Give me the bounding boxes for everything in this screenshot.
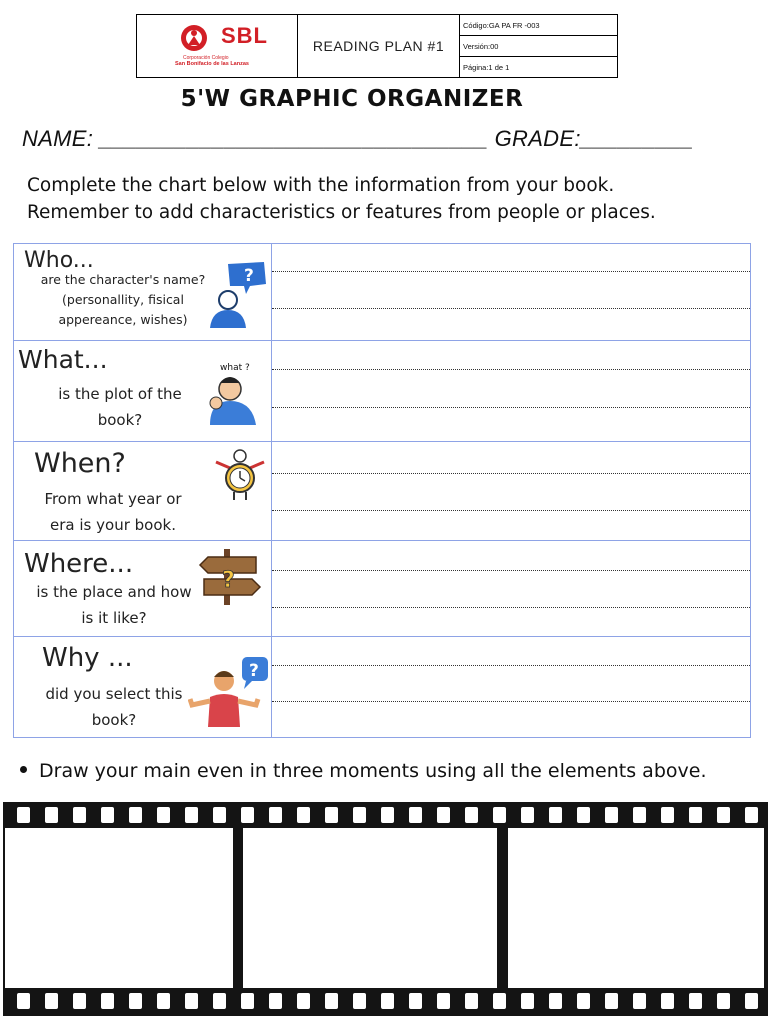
clock-character-icon (210, 446, 270, 508)
table-row-why (14, 637, 751, 738)
name-grade-field[interactable]: NAME: _______________________________ GRADE:_________ (22, 126, 694, 151)
who-question (34, 270, 212, 330)
question-line: is the plot of the (58, 385, 182, 403)
reading-plan-label: READING PLAN #1 (298, 15, 460, 77)
who-answer-cell[interactable] (272, 244, 751, 341)
question-line: era is your book. (50, 516, 176, 534)
where-label-cell (14, 541, 272, 637)
logo-school-name: San Bonifacio de las Lanzas (175, 61, 249, 67)
person-question-icon (206, 260, 270, 330)
logo-emblem-icon (179, 23, 209, 53)
document-page: Página:1 de 1 (463, 62, 510, 72)
instructions (27, 172, 656, 226)
instruction-line: Complete the chart below with the information from your book. (27, 175, 615, 196)
thinking-person-icon (198, 359, 268, 429)
where-heading: Where... (24, 549, 134, 579)
film-frame-1[interactable] (5, 828, 233, 988)
logo-subtitle: Corporación Colegio (183, 55, 229, 61)
what-question (48, 381, 192, 433)
what-label-cell (14, 341, 272, 442)
when-heading: When? (34, 448, 126, 479)
why-heading: Why ... (42, 643, 133, 673)
table-row-what (14, 341, 751, 442)
table-row-who (14, 244, 751, 341)
question-line: appereance, wishes) (58, 312, 188, 327)
signpost-question-icon (198, 547, 262, 607)
drawing-instruction (20, 760, 706, 782)
organizer-table (13, 243, 751, 738)
shrugging-person-icon (188, 655, 272, 731)
when-question (28, 486, 198, 538)
bullet-icon (20, 766, 27, 773)
question-line: is it like? (81, 609, 147, 627)
school-logo (137, 15, 298, 77)
icon-caption: what ? (220, 363, 250, 373)
who-label-cell (14, 244, 272, 341)
when-label-cell (14, 442, 272, 541)
drawing-instruction-text: Draw your main even in three moments using all the elements above. (39, 760, 707, 782)
question-line: From what year or (44, 490, 182, 508)
table-row-where (14, 541, 751, 637)
svg-text:?: ? (244, 266, 254, 286)
document-code: Código:GA PA FR -003 (460, 15, 617, 36)
question-line: did you select this (45, 685, 183, 703)
svg-text:?: ? (249, 661, 259, 681)
document-version: Versión:00 (460, 36, 617, 57)
logo-text: SBL (221, 23, 268, 48)
document-header (136, 14, 618, 78)
question-line: book? (97, 411, 143, 429)
what-answer-cell[interactable] (272, 341, 751, 442)
where-question (24, 579, 204, 631)
film-frame-3[interactable] (508, 828, 764, 988)
question-line: are the character's name? (40, 272, 206, 287)
question-line: (personallity, fisical (62, 292, 184, 307)
question-line: is the place and how (36, 583, 192, 601)
what-heading: What... (18, 345, 108, 374)
film-strip (3, 802, 768, 1016)
when-answer-cell[interactable] (272, 442, 751, 541)
page-title: 5'W GRAPHIC ORGANIZER (180, 86, 524, 112)
film-frame-2[interactable] (243, 828, 497, 988)
why-question (34, 681, 194, 733)
svg-text:?: ? (222, 568, 235, 593)
who-heading: Who... (24, 248, 94, 273)
table-row-when (14, 442, 751, 541)
instruction-line: Remember to add characteristics or features from people or places. (27, 202, 656, 223)
why-answer-cell[interactable] (272, 637, 751, 738)
question-line: book? (91, 711, 137, 729)
why-label-cell (14, 637, 272, 738)
document-meta (460, 15, 617, 77)
where-answer-cell[interactable] (272, 541, 751, 637)
